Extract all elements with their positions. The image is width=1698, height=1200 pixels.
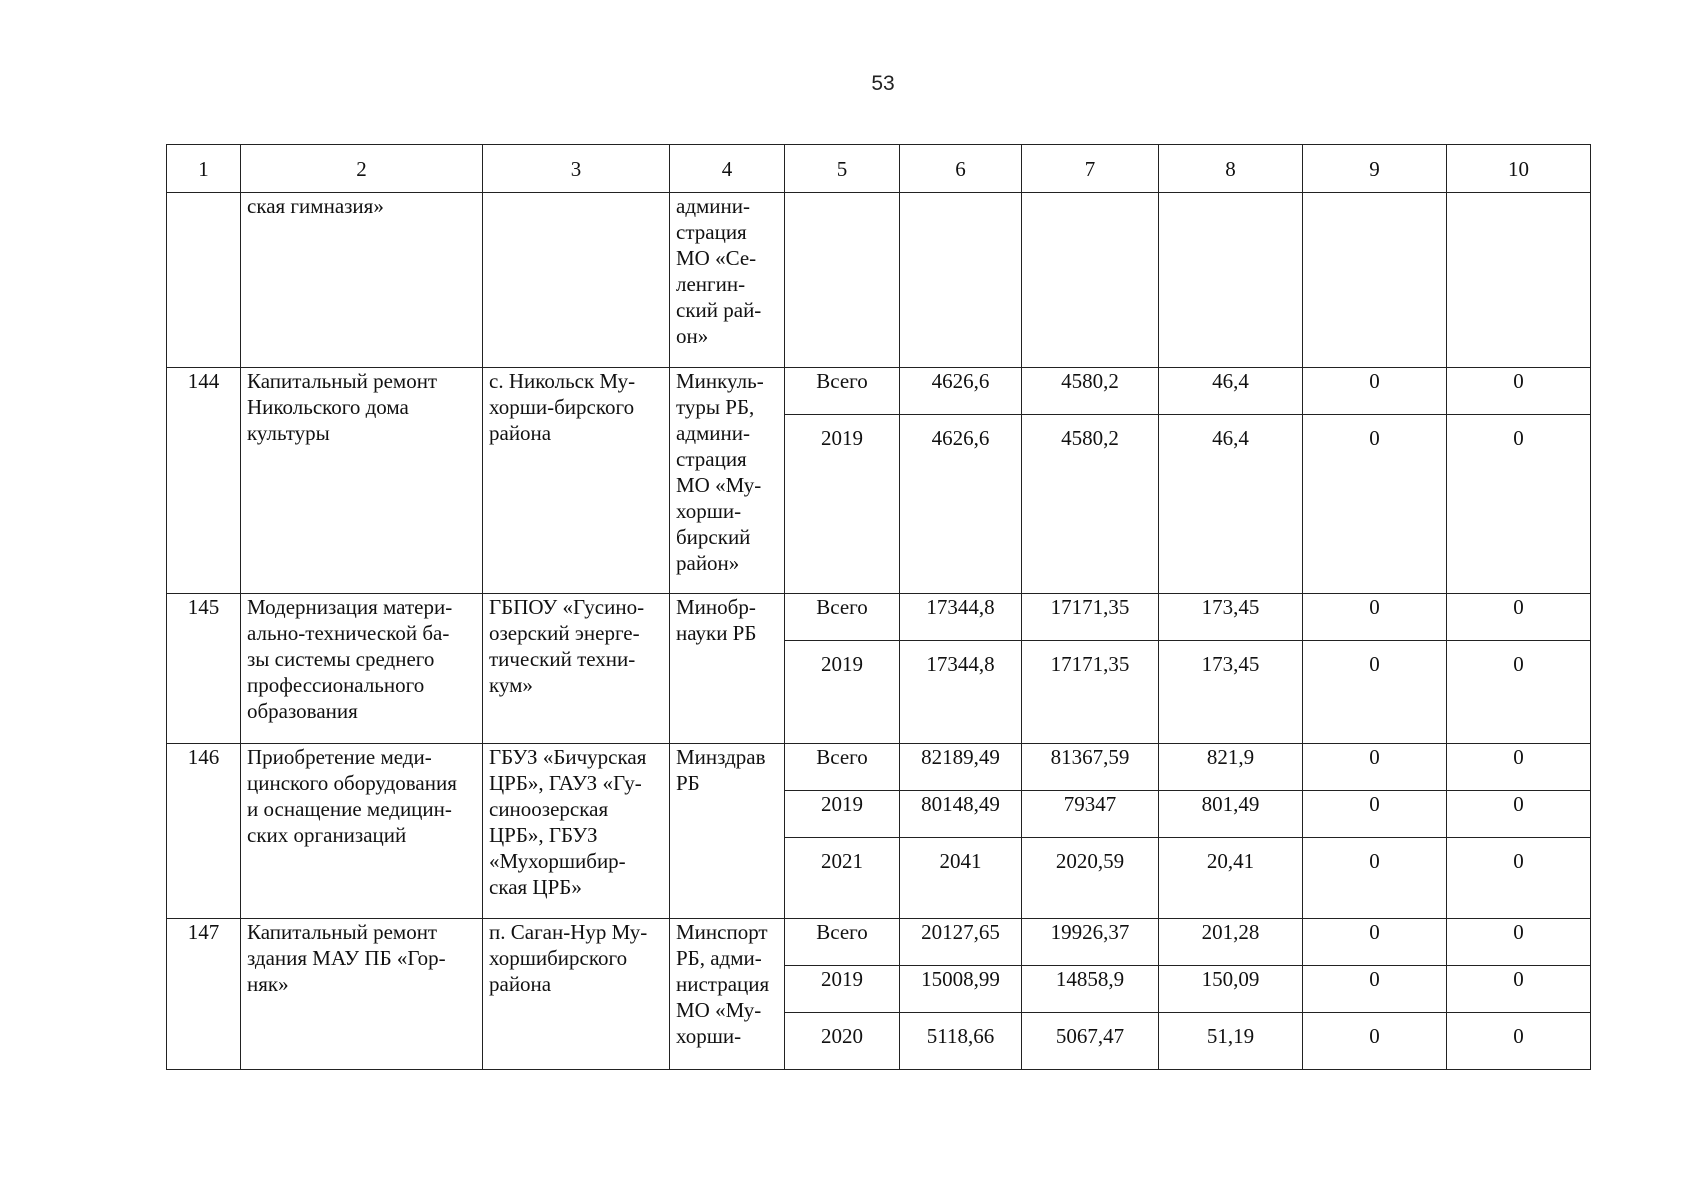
cell-text: 0	[1513, 745, 1524, 769]
cell-text: 46,4	[1212, 426, 1249, 450]
cell-value-c7	[1022, 368, 1159, 415]
cell-text: 0	[1369, 849, 1380, 873]
cell-value-period	[785, 838, 900, 919]
cell-text: 147	[187, 920, 220, 944]
cell-text: Минздрав РБ	[676, 745, 766, 795]
header-cell: 1	[167, 145, 241, 193]
cell-responsible	[670, 193, 785, 368]
cell-empty	[1159, 193, 1303, 368]
cell-text: 144	[187, 369, 220, 393]
cell-value-c8	[1159, 594, 1303, 641]
cell-text: Всего	[816, 595, 868, 619]
cell-text: 201,28	[1201, 920, 1260, 944]
cell-value-c6	[900, 594, 1022, 641]
cell-value-c9	[1303, 919, 1447, 966]
cell-text: 0	[1369, 745, 1380, 769]
cell-text: 0	[1513, 1024, 1524, 1048]
cell-value-c9	[1303, 368, 1447, 415]
cell-text: 17344,8	[926, 595, 995, 619]
cell-text: ГБПОУ «Гусино- озерский энерге- тический техни- кум»	[489, 595, 645, 697]
cell-text: 2019	[821, 426, 863, 450]
cell-text: 2019	[821, 967, 863, 991]
cell-text: Всего	[816, 920, 868, 944]
cell-text: 2021	[821, 849, 863, 873]
cell-text: 17344,8	[926, 652, 995, 676]
cell-location	[483, 594, 670, 744]
cell-text: Капитальный ремонт здания МАУ ПБ «Гор- няк»	[247, 920, 446, 996]
cell-text: 0	[1513, 792, 1524, 816]
cell-value-c8	[1159, 415, 1303, 594]
cell-value-c9	[1303, 838, 1447, 919]
cell-value-c6	[900, 838, 1022, 919]
cell-value-c8	[1159, 641, 1303, 744]
cell-value-c7	[1022, 415, 1159, 594]
cell-value-c6	[900, 1013, 1022, 1070]
continuation-row	[167, 193, 1591, 368]
header-cell: 2	[241, 145, 483, 193]
cell-value-c7	[1022, 1013, 1159, 1070]
cell-text: 4580,2	[1061, 369, 1119, 393]
cell-text: Минкуль- туры РБ, админи- страция МО «Му- хорши- бирский район»	[676, 369, 764, 575]
cell-value-c6	[900, 966, 1022, 1013]
cell-value-c10	[1447, 368, 1591, 415]
cell-text: 20,41	[1206, 849, 1255, 873]
cell-value-c10	[1447, 966, 1591, 1013]
cell-text: 4626,6	[931, 426, 990, 450]
cell-text: 17171,35	[1050, 652, 1130, 676]
cell-responsible	[670, 368, 785, 594]
cell-value-c10	[1447, 415, 1591, 594]
cell-no	[167, 368, 241, 594]
cell-value-c7	[1022, 594, 1159, 641]
cell-no	[167, 193, 241, 368]
cell-text: 0	[1513, 595, 1524, 619]
cell-text: 0	[1369, 967, 1380, 991]
cell-text: 51,19	[1206, 1024, 1255, 1048]
cell-text: 0	[1369, 652, 1380, 676]
cell-text: 14858,9	[1055, 967, 1125, 991]
cell-text: п. Саган-Нур Му- хоршибирского района	[489, 920, 648, 996]
cell-text: Всего	[816, 745, 868, 769]
header-cell: 5	[785, 145, 900, 193]
cell-value-c10	[1447, 1013, 1591, 1070]
cell-text: 81367,59	[1050, 745, 1130, 769]
cell-text: 0	[1369, 426, 1380, 450]
cell-text: 0	[1513, 920, 1524, 944]
cell-name	[241, 594, 483, 744]
table-row	[167, 744, 1591, 791]
cell-text: 80148,49	[921, 792, 1000, 816]
cell-text: 5067,47	[1055, 1024, 1125, 1048]
cell-location	[483, 368, 670, 594]
cell-value-period	[785, 966, 900, 1013]
cell-value-c10	[1447, 744, 1591, 791]
cell-text: 82189,49	[921, 745, 1000, 769]
cell-value-c7	[1022, 744, 1159, 791]
cell-text: 0	[1513, 369, 1524, 393]
cell-value-period	[785, 919, 900, 966]
cell-value-c9	[1303, 1013, 1447, 1070]
table-row	[167, 368, 1591, 415]
cell-value-c9	[1303, 594, 1447, 641]
cell-text: 0	[1369, 792, 1380, 816]
cell-name	[241, 368, 483, 594]
cell-text: 821,9	[1206, 745, 1255, 769]
cell-name	[241, 193, 483, 368]
cell-value-c9	[1303, 415, 1447, 594]
cell-value-c6	[900, 744, 1022, 791]
header-cell: 6	[900, 145, 1022, 193]
cell-value-period	[785, 1013, 900, 1070]
cell-text: 17171,35	[1050, 595, 1130, 619]
cell-text: админи- страция МО «Се- ленгин- ский рай- он»	[676, 194, 762, 348]
cell-value-c9	[1303, 966, 1447, 1013]
cell-text: 15008,99	[921, 967, 1000, 991]
cell-text: с. Никольск Му- хорши-бирского района	[489, 369, 636, 445]
header-row	[167, 145, 1591, 193]
cell-value-c8	[1159, 919, 1303, 966]
cell-value-c8	[1159, 838, 1303, 919]
cell-value-c10	[1447, 594, 1591, 641]
cell-value-period	[785, 594, 900, 641]
cell-text: ская гимназия»	[247, 194, 384, 218]
cell-responsible	[670, 594, 785, 744]
cell-text: 5118,66	[926, 1024, 995, 1048]
cell-value-c7	[1022, 641, 1159, 744]
cell-no	[167, 594, 241, 744]
header-cell: 10	[1447, 145, 1591, 193]
cell-text: 0	[1513, 426, 1524, 450]
cell-value-c10	[1447, 919, 1591, 966]
cell-responsible	[670, 744, 785, 919]
cell-text: 4626,6	[931, 369, 990, 393]
cell-text: 4580,2	[1061, 426, 1119, 450]
cell-value-c7	[1022, 919, 1159, 966]
cell-location	[483, 919, 670, 1070]
cell-value-c10	[1447, 641, 1591, 744]
cell-empty	[1303, 193, 1447, 368]
cell-text: 0	[1369, 595, 1380, 619]
cell-text: Модернизация матери- ально-технической ба- зы системы среднего профессионального образования	[247, 595, 453, 723]
cell-text: 79347	[1063, 792, 1117, 816]
cell-text: 0	[1513, 849, 1524, 873]
cell-name	[241, 919, 483, 1070]
cell-text: Минспорт РБ, адми- нистрация МО «Му- хорши-	[676, 920, 770, 1048]
header-cell: 4	[670, 145, 785, 193]
cell-text: 0	[1513, 652, 1524, 676]
cell-text: 2019	[821, 652, 863, 676]
cell-value-c8	[1159, 744, 1303, 791]
cell-text: 173,45	[1201, 652, 1260, 676]
cell-text: 0	[1369, 1024, 1380, 1048]
cell-empty	[785, 193, 900, 368]
cell-text: 46,4	[1212, 369, 1249, 393]
cell-text: 20127,65	[921, 920, 1000, 944]
cell-text: 2019	[821, 792, 863, 816]
table-row	[167, 919, 1591, 966]
cell-value-c8	[1159, 791, 1303, 838]
cell-text: 2041	[939, 849, 982, 873]
cell-text: Минобр- науки РБ	[676, 595, 757, 645]
header-cell: 3	[483, 145, 670, 193]
cell-value-c8	[1159, 1013, 1303, 1070]
cell-responsible	[670, 919, 785, 1070]
table-row	[167, 594, 1591, 641]
cell-text: 2020,59	[1055, 849, 1125, 873]
cell-value-c7	[1022, 838, 1159, 919]
data-table	[166, 144, 1591, 1070]
header-cell: 9	[1303, 145, 1447, 193]
cell-value-period	[785, 791, 900, 838]
cell-value-c7	[1022, 966, 1159, 1013]
cell-value-c9	[1303, 791, 1447, 838]
cell-value-period	[785, 368, 900, 415]
cell-text: 173,45	[1201, 595, 1260, 619]
cell-value-c9	[1303, 641, 1447, 744]
cell-text: Всего	[816, 369, 868, 393]
cell-value-c6	[900, 791, 1022, 838]
cell-location	[483, 744, 670, 919]
cell-value-c8	[1159, 966, 1303, 1013]
header-cell: 8	[1159, 145, 1303, 193]
page-number: 53	[871, 72, 895, 95]
cell-text: 2020	[821, 1024, 863, 1048]
cell-value-c10	[1447, 838, 1591, 919]
cell-value-c10	[1447, 791, 1591, 838]
cell-empty	[1447, 193, 1591, 368]
cell-value-c7	[1022, 791, 1159, 838]
cell-value-c6	[900, 641, 1022, 744]
cell-value-c9	[1303, 744, 1447, 791]
cell-value-c6	[900, 919, 1022, 966]
header-cell: 7	[1022, 145, 1159, 193]
cell-empty	[1022, 193, 1159, 368]
cell-text: Капитальный ремонт Никольского дома культуры	[247, 369, 438, 445]
cell-text: 0	[1369, 369, 1380, 393]
cell-text: 801,49	[1201, 792, 1260, 816]
cell-text: 146	[187, 745, 220, 769]
cell-value-period	[785, 744, 900, 791]
cell-text: 19926,37	[1050, 920, 1130, 944]
cell-name	[241, 744, 483, 919]
cell-value-c6	[900, 415, 1022, 594]
cell-value-c8	[1159, 368, 1303, 415]
cell-text: ГБУЗ «Бичурская ЦРБ», ГАУЗ «Гу- синоозерская ЦРБ», ГБУЗ «Мухоршибир- ская ЦРБ»	[489, 745, 647, 899]
cell-value-c6	[900, 368, 1022, 415]
cell-location	[483, 193, 670, 368]
cell-text: 145	[187, 595, 220, 619]
cell-value-period	[785, 415, 900, 594]
cell-value-period	[785, 641, 900, 744]
cell-empty	[900, 193, 1022, 368]
cell-text: Приобретение меди- цинского оборудования и оснащение медицин- ских организаций	[247, 745, 457, 847]
cell-text: 150,09	[1201, 967, 1260, 991]
cell-text: 0	[1513, 967, 1524, 991]
cell-no	[167, 919, 241, 1070]
cell-text: 0	[1369, 920, 1380, 944]
cell-no	[167, 744, 241, 919]
